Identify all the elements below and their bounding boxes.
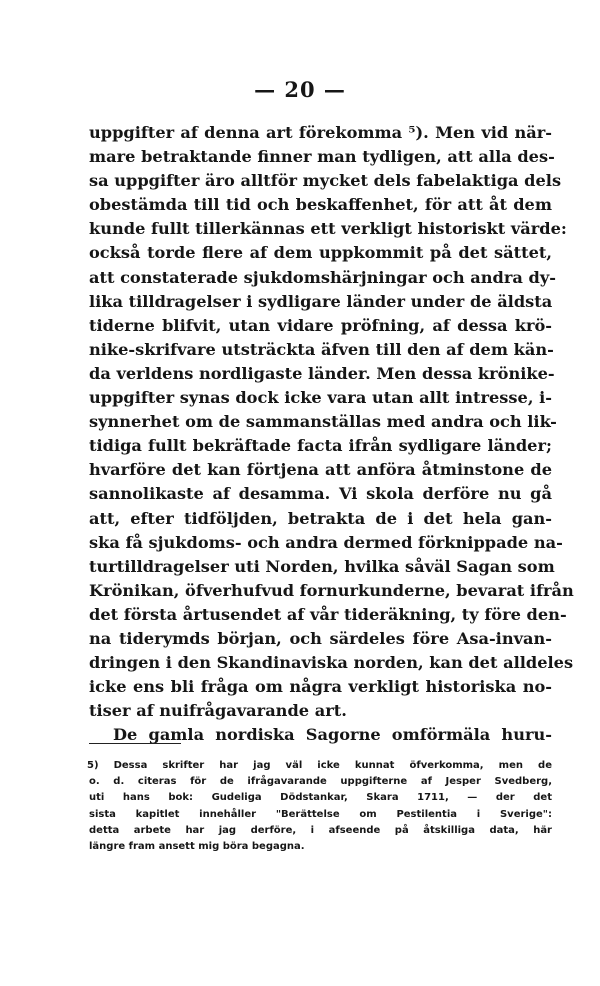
- footnote-separator: [89, 743, 181, 744]
- text-line: också torde flere af dem uppkommit på det sättet,: [89, 243, 552, 263]
- paragraph-end-line: tiser af nuifrågavarande art.: [89, 701, 347, 721]
- footnote-line: uti hans bok: Gudeliga Dödstankar, Skara 1711, — der det: [89, 792, 552, 804]
- footnote-line: sista kapitlet innehåller "Berättelse om Pestilentia i Sverige":: [89, 808, 552, 820]
- footnote: [89, 758, 552, 855]
- text-line: tidiga fullt bekräftade facta ifrån sydligare länder;: [89, 436, 552, 456]
- text-line: nike-skrifvare utsträckta äfven till den af dem kän-: [89, 339, 554, 359]
- text-line: kunde fullt tillerkännas ett verkligt historiskt värde:: [89, 219, 567, 239]
- page-number: — 20 —: [254, 77, 346, 102]
- footnote-line: o. d. citeras för de ifrågavarande uppgifterne af Jesper Svedberg,: [89, 776, 552, 788]
- text-line: obestämda till tid och beskaffenhet, för att åt dem: [89, 195, 552, 215]
- text-line: dringen i den Skandinaviska norden, kan det alldeles: [89, 653, 574, 673]
- text-line: sannolikaste af desamma. Vi skola derföre nu gå: [89, 484, 552, 504]
- text-line: sa uppgifter äro alltför mycket dels fabelaktiga dels: [89, 171, 562, 191]
- text-line: mare betraktande finner man tydligen, att alla des-: [89, 147, 555, 167]
- text-line: na tiderymds början, och särdeles före Asa-invan-: [89, 628, 552, 648]
- text-line: lika tilldragelser i sydligare länder under de äldsta: [89, 291, 553, 311]
- paragraph-start-line: De gamla nordiska Sagorne omförmäla huru-: [113, 725, 552, 745]
- text-line: tiderne blifvit, utan vidare pröfning, af dessa krö-: [89, 315, 552, 335]
- text-line: det första årtusendet af vår tideräkning, ty före den-: [89, 604, 567, 624]
- body-text: [89, 121, 574, 747]
- text-line: synnerhet om de sammanställas med andra och lik-: [89, 412, 557, 432]
- text-line: turtilldragelser uti Norden, hvilka såväl Sagan som: [89, 556, 555, 576]
- text-line: uppgifter synas dock icke vara utan allt intresse, i-: [89, 388, 552, 408]
- footnote-line: längre fram ansett mig böra begagna.: [89, 840, 305, 852]
- text-line: da verldens nordligaste länder. Men dessa krönike-: [89, 363, 555, 383]
- footnote-line: detta arbete har jag derföre, i afseende på åtskilliga data, här: [89, 824, 552, 836]
- footnote-line: 5) Dessa skrifter har jag väl icke kunnat öfverkomma, men de: [87, 760, 552, 771]
- text-line: ska få sjukdoms- och andra dermed förknippade na-: [89, 532, 563, 552]
- text-line: uppgifter af denna art förekomma ⁵). Men vid när-: [89, 123, 552, 142]
- text-line: hvarföre det kan förtjena att anföra åtminstone de: [89, 460, 552, 480]
- text-line: Krönikan, öfverhufvud fornurkunderne, bevarat ifrån: [89, 580, 574, 600]
- text-line: att constaterade sjukdomshärjningar och andra dy-: [89, 267, 556, 287]
- text-line: att, efter tidföljden, betrakta de i det hela gan-: [89, 508, 552, 528]
- text-line: icke ens bli fråga om några verkligt historiska no-: [89, 677, 552, 697]
